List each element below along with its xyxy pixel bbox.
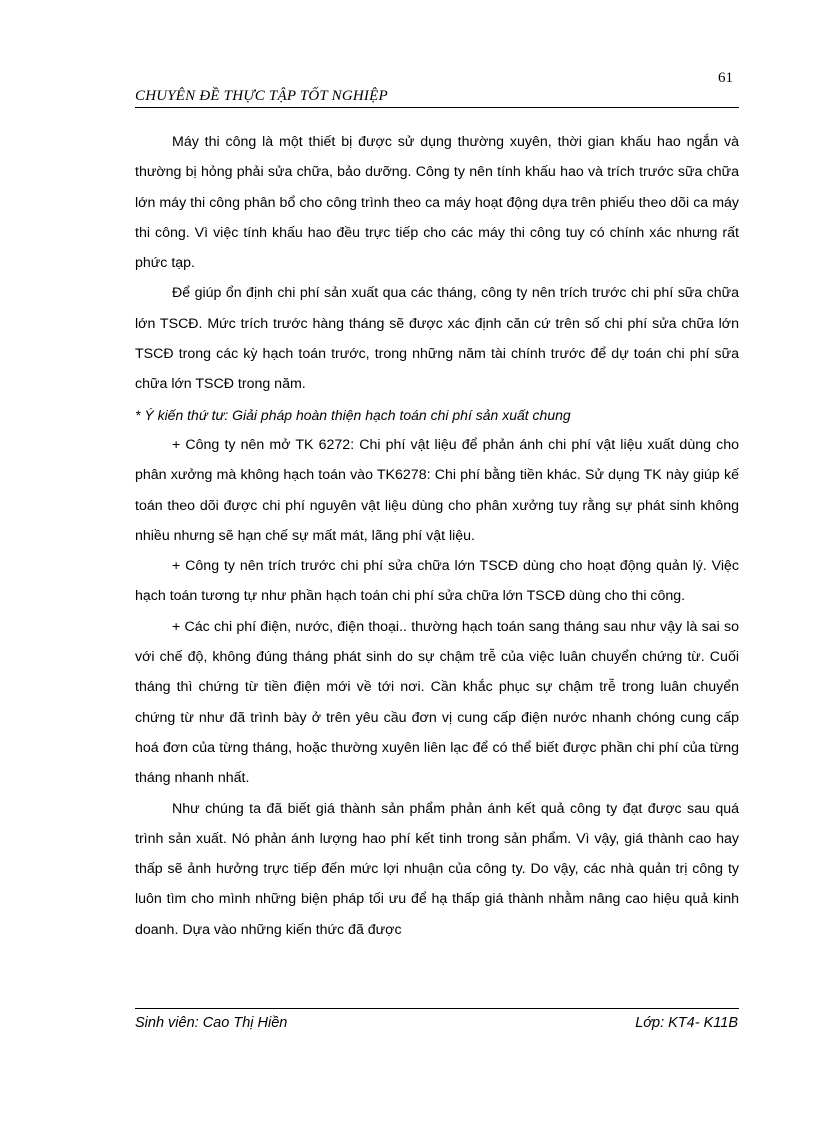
paragraph-6: Như chúng ta đã biết giá thành sản phẩm phản ánh kết quả công ty đạt được sau quá trình sản xuất. Nó phản ánh lượng hao phí kết tinh trong sản phẩm. Vì vậy, giá thành cao hay thấp sẽ ảnh hưởng trực tiếp đến mức lợi nhuận của công ty. Do vậy, các nhà quản trị công ty luôn tìm cho mình những biện pháp tối ưu để hạ thấp giá thành nhằm nâng cao hiệu quả kinh doanh. Dựa vào những kiến thức đã được [135, 800, 739, 938]
paragraph-2: Để giúp ổn định chi phí sản xuất qua các tháng, công ty nên trích trước chi phí sữa chữa lớn TSCĐ. Mức trích trước hàng tháng sẽ được xác định căn cứ trên số chi phí sửa chữa lớn TSCĐ trong các kỳ hạch toán trước, trong những năm tài chính trước để dự toán chi phí sữa chữa lớn TSCĐ trong năm. [135, 285, 739, 393]
paragraph-5: + Các chi phí điện, nước, điện thoại.. thường hạch toán sang tháng sau như vậy là sai so với chế độ, không đúng tháng phát sinh do sự chậm trễ của việc luân chuyển chứng từ. Cuối tháng thì chứng từ tiền điện mới về tới nơi. Cần khắc phục sự chậm trễ trong luân chuyển chứng từ như đã trình bày ở trên yêu cầu đơn vị cung cấp điện nước nhanh chóng cung cấp hoá đơn của từng tháng, hoặc thường xuyên liên lạc để có thể biết được phần chi phí của từng tháng nhanh nhất. [135, 618, 739, 787]
footer-rule [135, 1008, 739, 1009]
body-text [135, 127, 739, 945]
page-number: 61 [718, 70, 733, 86]
footer-student: Sinh viên: Cao Thị Hiền [135, 1015, 288, 1031]
paragraph-4: + Công ty nên trích trước chi phí sửa chữa lớn TSCĐ dùng cho hoạt động quản lý. Việc hạch toán tương tự như phần hạch toán chi phí sửa chữa lớn TSCĐ dùng cho thi công. [135, 558, 739, 605]
footer-class: Lớp: KT4- K11B [635, 1015, 738, 1031]
paragraph-3: + Công ty nên mở TK 6272: Chi phí vật liệu để phản ánh chi phí vật liệu xuất dùng cho phân xưởng mà không hạch toán vào TK6278: Chi phí bằng tiền khác. Sử dụng TK này giúp kế toán theo dõi được chi phí nguyên vật liệu dùng cho phân xưởng tuy rằng sự phát sinh không nhiều nhưng sẽ hạn chế sự mất mát, lãng phí vật liệu. [135, 436, 739, 544]
header-rule [135, 107, 739, 108]
paragraph-1: Máy thi công là một thiết bị được sử dụng thường xuyên, thời gian khấu hao ngắn và thường bị hỏng phải sửa chữa, bảo dưỡng. Công ty nên tính khấu hao và trích trước sữa chữa lớn máy thi công phân bổ cho công trình theo ca máy hoạt động dựa trên phiếu theo dõi ca máy thi công. Vì việc tính khấu hao đều trực tiếp cho các máy thi công tuy có chính xác nhưng rất phức tạp. [135, 134, 739, 272]
header-title: CHUYÊN ĐỀ THỰC TẬP TỐT NGHIỆP [135, 88, 388, 104]
section-heading: * Ý kiến thứ tư: Giải pháp hoàn thiện hạch toán chi phí sản xuất chung [135, 406, 571, 423]
